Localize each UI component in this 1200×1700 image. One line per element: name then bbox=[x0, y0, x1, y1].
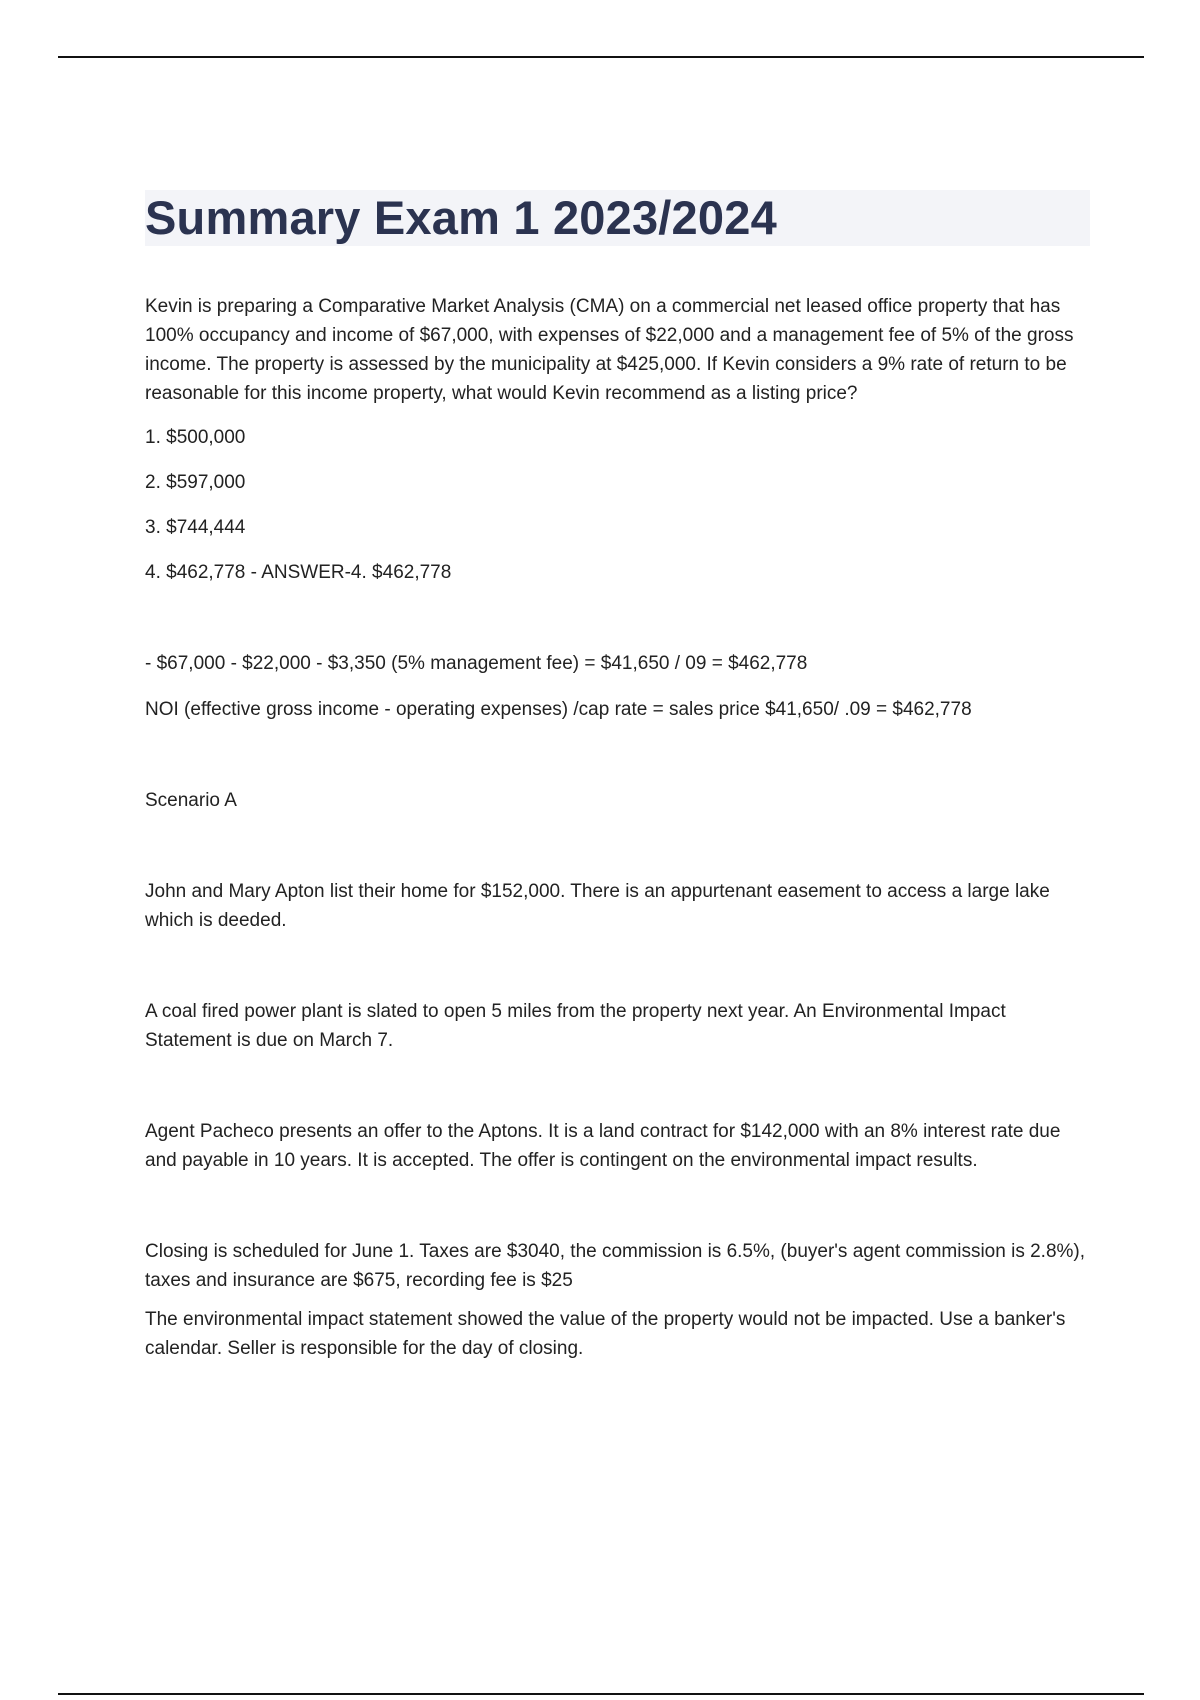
calculation-line: - $67,000 - $22,000 - $3,350 (5% management fee) = $41,650 / 09 = $462,778 bbox=[145, 653, 808, 674]
scenario-paragraph: Agent Pacheco presents an offer to the Aptons. It is a land contract for $142,000 with an 8% interest rate due and payable in 10 years. It is accepted. The offer is contingent on the environmental impact results. bbox=[145, 1121, 1061, 1171]
page-title: Summary Exam 1 2023/2024 bbox=[145, 191, 777, 244]
bottom-rule bbox=[58, 1693, 1144, 1695]
answer-option: 3. $744,444 bbox=[145, 517, 246, 538]
scenario-paragraph: John and Mary Apton list their home for $152,000. There is an appurtenant easement to access a large lake which is deeded. bbox=[145, 881, 1050, 931]
answer-option: 2. $597,000 bbox=[145, 472, 246, 493]
top-rule bbox=[58, 56, 1144, 58]
document-body bbox=[145, 292, 1090, 1425]
scenario-paragraph: A coal fired power plant is slated to open 5 miles from the property next year. An Environmental Impact Statement is due on March 7. bbox=[145, 1001, 1006, 1051]
answer-option-correct: 4. $462,778 - ANSWER-4. $462,778 bbox=[145, 562, 452, 583]
answer-option: 1. $500,000 bbox=[145, 427, 246, 448]
noi-formula-line: NOI (effective gross income - operating expenses) /cap rate = sales price $41,650/ .09 = $462,778 bbox=[145, 699, 972, 720]
scenario-paragraph: The environmental impact statement showed the value of the property would not be impacted. Use a banker's calendar. Seller is responsible for the day of closing. bbox=[145, 1309, 1066, 1359]
scenario-paragraph: Closing is scheduled for June 1. Taxes are $3040, the commission is 6.5%, (buyer's agent commission is 2.8%), taxes and insurance are $675, recording fee is $25 bbox=[145, 1241, 1086, 1291]
question-text: Kevin is preparing a Comparative Market Analysis (CMA) on a commercial net leased office property that has 100% occupancy and income of $67,000, with expenses of $22,000 and a management fee of 5% of the gross income. The property is assessed by the municipality at $425,000. If Kevin considers a 9% rate of return to be reasonable for this income property, what would Kevin recommend as a listing price? bbox=[145, 296, 1074, 404]
scenario-heading: Scenario A bbox=[145, 790, 237, 811]
